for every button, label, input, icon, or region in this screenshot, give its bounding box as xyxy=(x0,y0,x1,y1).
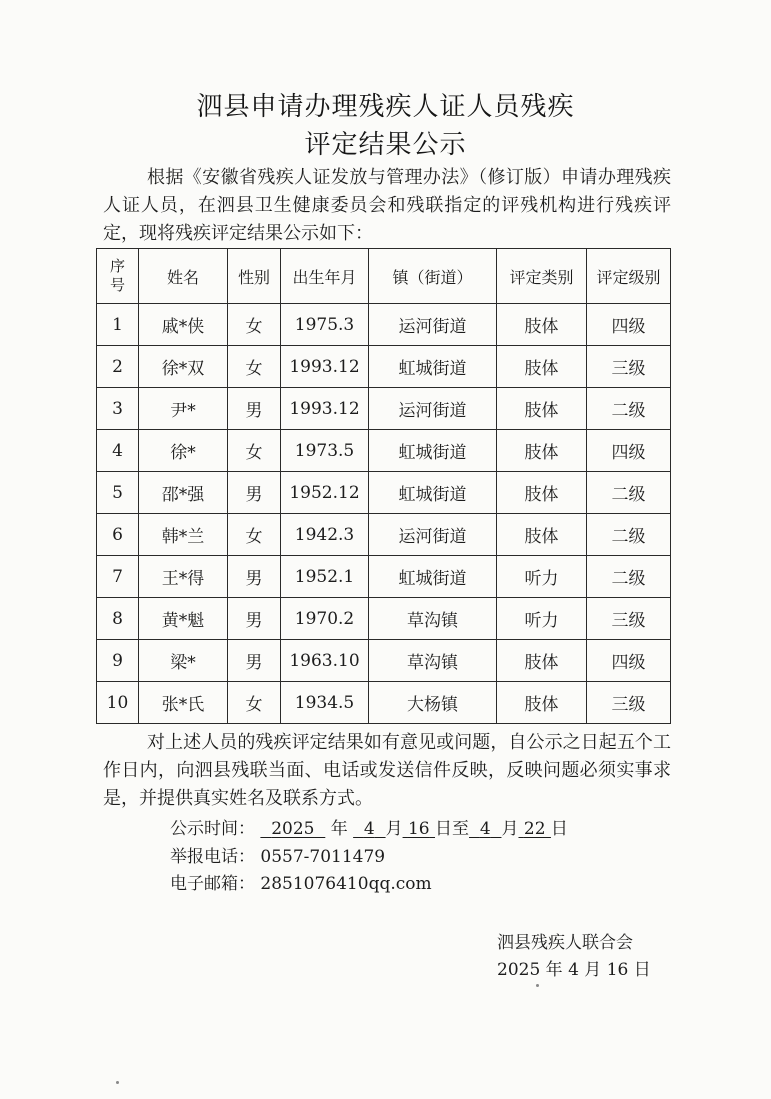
table-row xyxy=(97,682,671,724)
cell-category: 肢体 xyxy=(497,640,587,682)
cell-gender: 女 xyxy=(228,514,281,556)
cell-category: 肢体 xyxy=(497,682,587,724)
cell-birth: 1973.5 xyxy=(281,430,369,472)
cell-name: 徐* xyxy=(139,430,228,472)
cell-gender: 男 xyxy=(228,598,281,640)
cell-seq: 1 xyxy=(97,304,139,346)
header-town: 镇（街道） xyxy=(369,249,497,304)
cell-seq: 4 xyxy=(97,430,139,472)
table-row xyxy=(97,304,671,346)
title-line-2: 评定结果公示 xyxy=(304,130,467,160)
cell-level: 二级 xyxy=(587,514,671,556)
cell-name: 梁* xyxy=(139,640,228,682)
cell-birth: 1952.1 xyxy=(281,556,369,598)
table-row xyxy=(97,598,671,640)
cell-town: 草沟镇 xyxy=(369,598,497,640)
cell-birth: 1993.12 xyxy=(281,346,369,388)
cell-name: 王*得 xyxy=(139,556,228,598)
cell-seq: 10 xyxy=(97,682,139,724)
table-row xyxy=(97,430,671,472)
cell-seq: 3 xyxy=(97,388,139,430)
report-phone-value: 0557-7011479 xyxy=(260,847,386,867)
cell-category: 听力 xyxy=(497,598,587,640)
header-name: 姓名 xyxy=(139,249,228,304)
cell-name: 黄*魁 xyxy=(139,598,228,640)
cell-birth: 1942.3 xyxy=(281,514,369,556)
notice-period-label: 公示时间： xyxy=(170,819,255,839)
cell-category: 肢体 xyxy=(497,346,587,388)
cell-town: 大杨镇 xyxy=(369,682,497,724)
header-birth: 出生年月 xyxy=(281,249,369,304)
cell-seq: 6 xyxy=(97,514,139,556)
cell-birth: 1963.10 xyxy=(281,640,369,682)
cell-level: 二级 xyxy=(587,556,671,598)
cell-gender: 男 xyxy=(228,556,281,598)
scan-speck xyxy=(536,984,539,987)
notice-end-day: 22 xyxy=(523,819,546,839)
cell-birth: 1970.2 xyxy=(281,598,369,640)
cell-name: 戚*侠 xyxy=(139,304,228,346)
cell-seq: 8 xyxy=(97,598,139,640)
cell-birth: 1952.12 xyxy=(281,472,369,514)
header-level: 评定级别 xyxy=(587,249,671,304)
cell-name: 韩*兰 xyxy=(139,514,228,556)
header-gender: 性别 xyxy=(228,249,281,304)
cell-town: 虹城街道 xyxy=(369,472,497,514)
cell-level: 三级 xyxy=(587,682,671,724)
header-seq: 序号 xyxy=(97,249,139,304)
cell-name: 邵*强 xyxy=(139,472,228,514)
cell-seq: 7 xyxy=(97,556,139,598)
cell-gender: 男 xyxy=(228,472,281,514)
cell-category: 肢体 xyxy=(497,430,587,472)
notice-start-month: 4 xyxy=(363,819,375,839)
cell-level: 二级 xyxy=(587,472,671,514)
cell-level: 四级 xyxy=(587,640,671,682)
cell-town: 虹城街道 xyxy=(369,346,497,388)
notice-end-month: 4 xyxy=(479,819,491,839)
notice-day-unit: 日 xyxy=(550,819,568,839)
notice-month-unit: 月 xyxy=(385,819,403,839)
cell-town: 运河街道 xyxy=(369,304,497,346)
issuing-organization: 泗县残疾人联合会 xyxy=(497,933,633,953)
cell-birth: 1993.12 xyxy=(281,388,369,430)
cell-seq: 2 xyxy=(97,346,139,388)
table-row xyxy=(97,556,671,598)
cell-gender: 女 xyxy=(228,430,281,472)
title-line-1: 泗县申请办理残疾人证人员残疾 xyxy=(196,92,575,122)
cell-seq: 9 xyxy=(97,640,139,682)
notice-day-to: 日至 xyxy=(435,819,470,839)
cell-gender: 女 xyxy=(228,346,281,388)
cell-category: 肢体 xyxy=(497,304,587,346)
email-value: 2851076410qq.com xyxy=(260,874,432,894)
cell-name: 徐*双 xyxy=(139,346,228,388)
cell-level: 四级 xyxy=(587,430,671,472)
cell-gender: 男 xyxy=(228,640,281,682)
cell-gender: 女 xyxy=(228,682,281,724)
scan-speck xyxy=(116,1081,119,1084)
cell-category: 听力 xyxy=(497,556,587,598)
cell-seq: 5 xyxy=(97,472,139,514)
cell-town: 运河街道 xyxy=(369,388,497,430)
cell-level: 三级 xyxy=(587,346,671,388)
table-row xyxy=(97,514,671,556)
notice-year: 2025 xyxy=(271,819,315,839)
cell-birth: 1975.3 xyxy=(281,304,369,346)
table-header-row xyxy=(97,249,671,304)
closing-paragraph: 对上述人员的残疾评定结果如有意见或问题，自公示之日起五个工作日内，向泗县残联当面、电话或发送信件反映，反映问题必须实事求是，并提供真实姓名及联系方式。 xyxy=(103,732,671,809)
notice-year-unit: 年 xyxy=(330,819,348,839)
header-category: 评定类别 xyxy=(497,249,587,304)
report-phone-line xyxy=(170,845,385,869)
cell-town: 草沟镇 xyxy=(369,640,497,682)
email-line xyxy=(170,872,432,896)
cell-gender: 男 xyxy=(228,388,281,430)
cell-category: 肢体 xyxy=(497,388,587,430)
cell-category: 肢体 xyxy=(497,472,587,514)
cell-town: 运河街道 xyxy=(369,514,497,556)
issue-date: 2025 年 4 月 16 日 xyxy=(497,960,651,980)
cell-level: 二级 xyxy=(587,388,671,430)
cell-name: 张*氏 xyxy=(139,682,228,724)
cell-category: 肢体 xyxy=(497,514,587,556)
notice-end-month-unit: 月 xyxy=(501,819,519,839)
results-table xyxy=(96,248,671,724)
cell-gender: 女 xyxy=(228,304,281,346)
table-row xyxy=(97,346,671,388)
intro-paragraph: 根据《安徽省残疾人证发放与管理办法》（修订版）申请办理残疾人证人员，在泗县卫生健康委员会和残联指定的评残机构进行残疾评定，现将残疾评定结果公示如下： xyxy=(103,167,671,244)
cell-town: 虹城街道 xyxy=(369,556,497,598)
cell-level: 四级 xyxy=(587,304,671,346)
cell-town: 虹城街道 xyxy=(369,430,497,472)
cell-birth: 1934.5 xyxy=(281,682,369,724)
cell-level: 三级 xyxy=(587,598,671,640)
email-label: 电子邮箱： xyxy=(170,874,255,894)
table-row xyxy=(97,640,671,682)
table-row xyxy=(97,472,671,514)
cell-name: 尹* xyxy=(139,388,228,430)
table-row xyxy=(97,388,671,430)
notice-period-line xyxy=(170,817,568,841)
notice-start-day: 16 xyxy=(407,819,430,839)
report-phone-label: 举报电话： xyxy=(170,847,255,867)
